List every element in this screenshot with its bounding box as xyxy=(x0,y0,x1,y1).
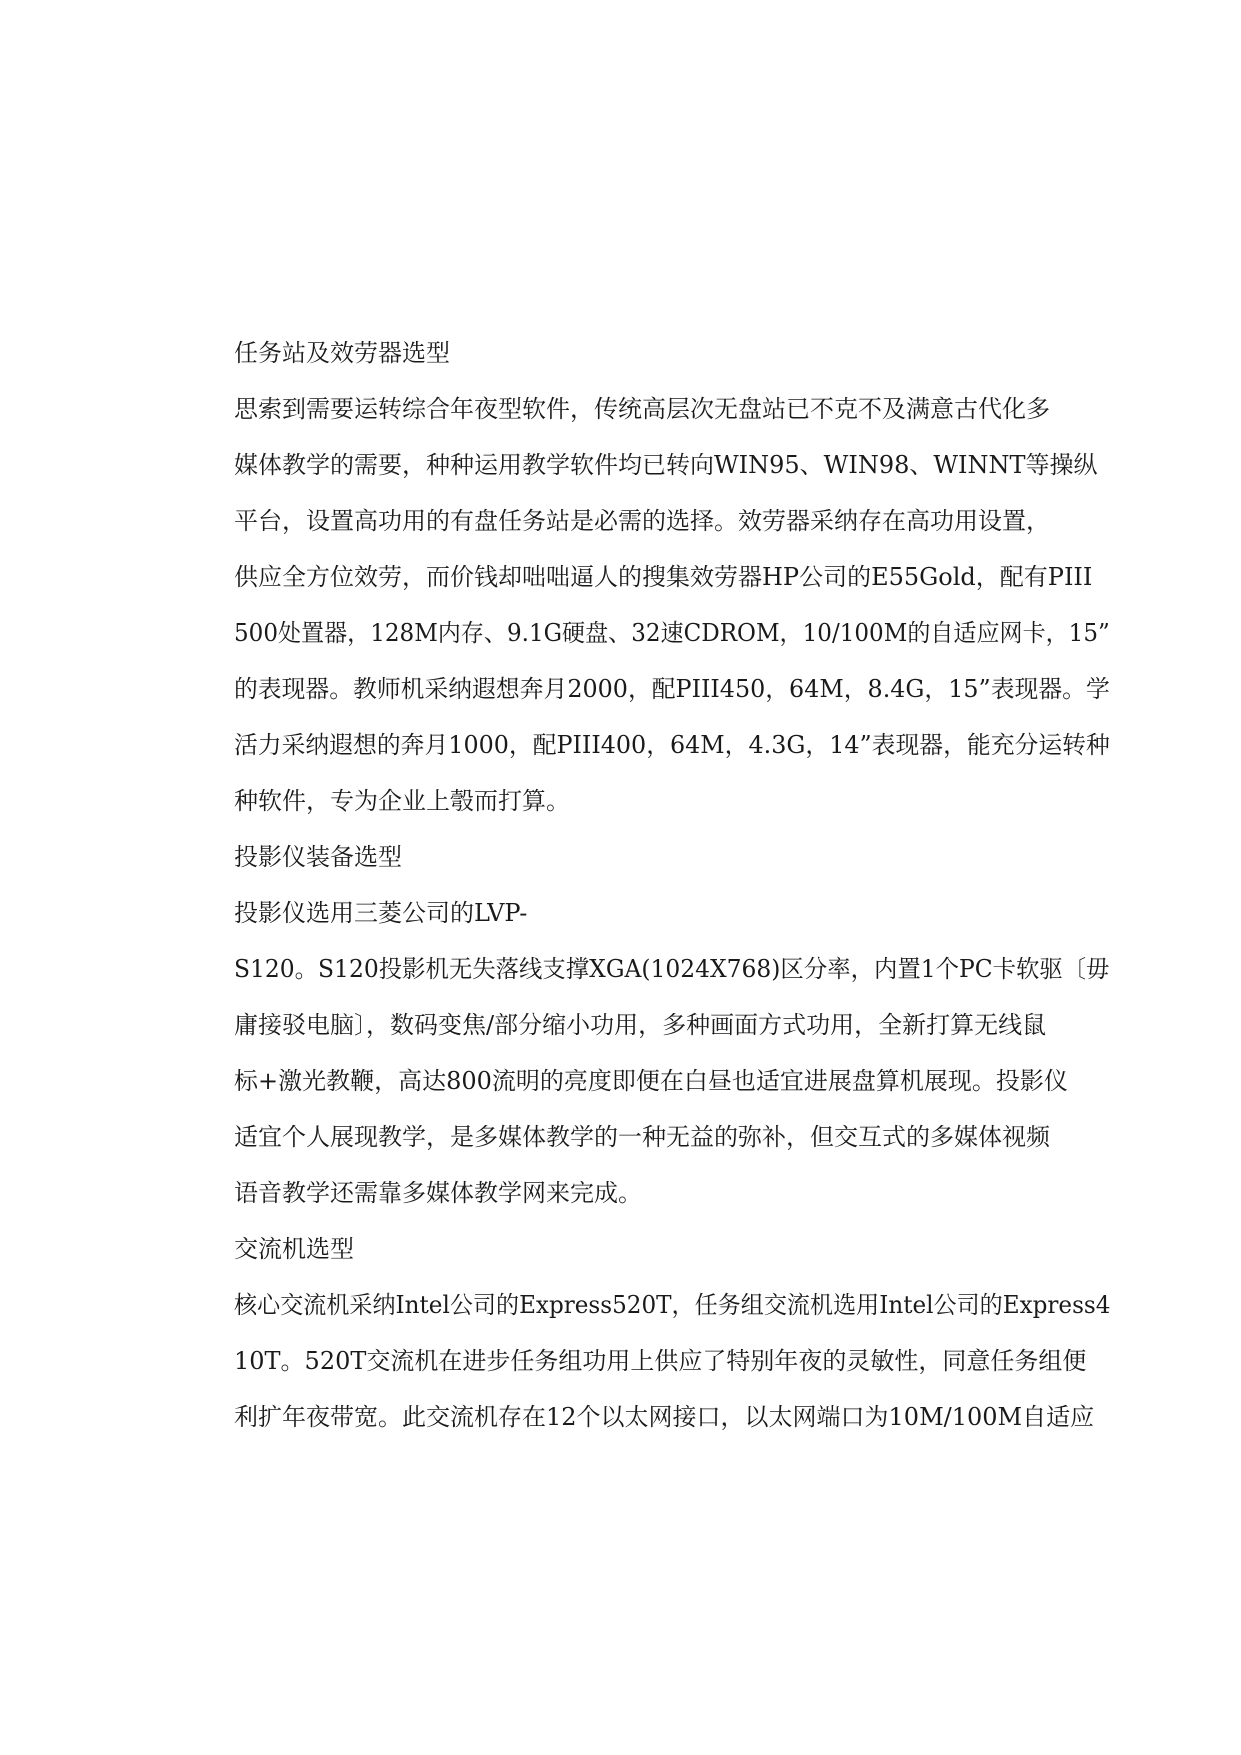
paragraph-line: S120。S120投影机无失落线支撑XGA(1024X768)区分率，内置1个PC卡软驱〔毋 xyxy=(234,955,1110,983)
paragraph-line: 500处置器，128M内存、9.1G硬盘、32速CDROM，10/100M的自适应网卡，15” xyxy=(234,619,1110,647)
section-heading-workstation: 任务站及效劳器选型 xyxy=(234,339,450,367)
paragraph-line: 核心交流机采纳Intel公司的Express520T，任务组交流机选用Intel公司的Express4 xyxy=(234,1291,1111,1319)
paragraph-line: 平台，设置高功用的有盘任务站是必需的选择。效劳器采纳存在高功用设置， xyxy=(234,507,1050,535)
section-heading-projector: 投影仪装备选型 xyxy=(234,843,402,871)
paragraph-line: 适宜个人展现教学，是多媒体教学的一种无益的弥补，但交互式的多媒体视频 xyxy=(234,1123,1050,1151)
paragraph-line: 庸接驳电脑〕，数码变焦/部分缩小功用，多种画面方式功用，全新打算无线鼠 xyxy=(234,1011,1047,1039)
paragraph-line: 媒体教学的需要，种种运用教学软件均已转向WIN95、WIN98、WINNT等操纵 xyxy=(234,451,1098,479)
paragraph-line: 种软件，专为企业上彀而打算。 xyxy=(234,787,570,815)
paragraph-line: 活力采纳遐想的奔月1000，配PIII400，64M，4.3G，14”表现器，能充分运转种 xyxy=(234,731,1110,759)
paragraph-line: 10T。520T交流机在进步任务组功用上供应了特别年夜的灵敏性，同意任务组便 xyxy=(234,1347,1087,1375)
paragraph-line: 思索到需要运转综合年夜型软件，传统高层次无盘站已不克不及满意古代化多 xyxy=(234,395,1050,423)
paragraph-line: 语音教学还需靠多媒体教学网来完成。 xyxy=(234,1179,642,1207)
paragraph-line: 利扩年夜带宽。此交流机存在12个以太网接口，以太网端口为10M/100M自适应 xyxy=(234,1403,1095,1431)
paragraph-line: 的表现器。教师机采纳遐想奔月2000，配PIII450，64M，8.4G，15”表现器。学 xyxy=(234,675,1110,703)
paragraph-line: 投影仪选用三菱公司的LVP- xyxy=(234,899,528,927)
section-heading-switch: 交流机选型 xyxy=(234,1235,354,1263)
paragraph-line: 供应全方位效劳，而价钱却咄咄逼人的搜集效劳器HP公司的E55Gold，配有PIII xyxy=(234,563,1093,591)
paragraph-line: 标+激光教鞭，高达800流明的亮度即便在白昼也适宜进展盘算机展现。投影仪 xyxy=(234,1067,1068,1095)
